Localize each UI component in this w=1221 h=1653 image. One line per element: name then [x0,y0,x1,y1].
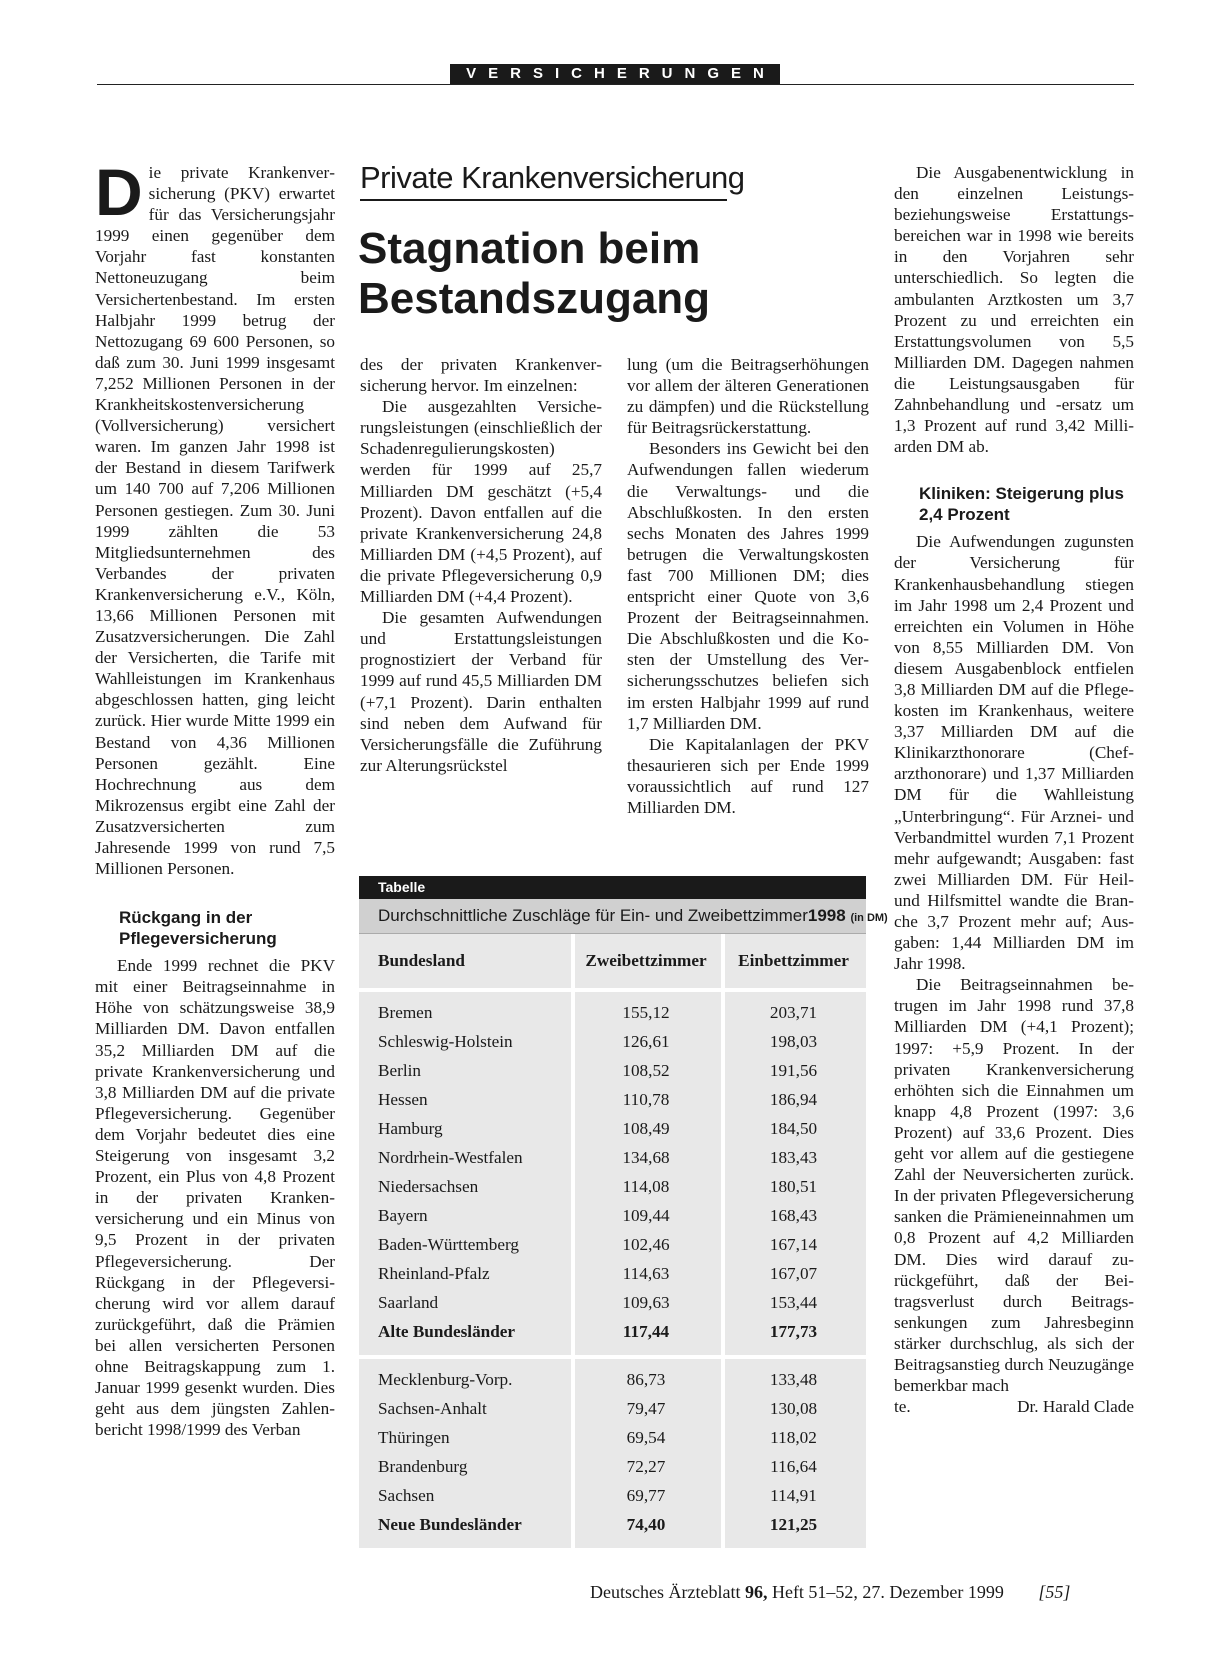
table-cell: 198,03 [769,1031,818,1051]
table-total-row [359,1510,866,1539]
table-cell: 186,94 [769,1089,818,1109]
table-grid [359,934,866,1548]
table-row [359,1085,866,1114]
table-row [359,1114,866,1143]
row-divider [359,988,866,992]
table-row [359,1056,866,1085]
journal-volume: 96, [744,1582,768,1602]
text-column-3 [627,354,869,818]
table-cell: Mecklenburg-Vorp. [378,1369,513,1389]
table-cell: 109,63 [622,1292,670,1312]
table-row [359,1423,866,1452]
paragraph: des der privaten Krankenversicherung hervor. Im einzelnen: [360,355,602,396]
data-table [359,876,888,1548]
table-cell: 155,12 [622,1002,670,1022]
subhead-pflegeversicherung: Rückgang in der Pflegeversicherung [119,908,277,949]
table-row [359,1172,866,1201]
table-cell: 180,51 [769,1176,818,1196]
table-row [359,998,866,1027]
paragraph: Die ausgezahlten Versicherungsleistungen (einschließlich der Schadenregulierungskosten) werden für 1999 auf 25,7 Milliarden DM geschätzt (+5,4 Prozent). Davon entfallen auf die private Krankenversicherung 24,8 Milliarden DM (+4,5 Prozent), auf die private Pflegeversicherung 0,9 Milliarden DM (+4,4 Prozent). [360,397,602,607]
table-cell: Bremen [378,1002,433,1022]
table-cell: 114,63 [622,1263,670,1283]
kicker-rule [360,199,727,201]
text-column-1 [95,155,335,1440]
headline-line-1: Stagnation beim [358,224,701,273]
table-row [359,1365,866,1394]
table-cell: 69,77 [626,1485,666,1505]
table-cell: 183,43 [769,1147,818,1167]
table-cell: Hessen [378,1089,428,1109]
table-cell: 126,61 [622,1031,670,1051]
table-cell: 121,25 [769,1514,818,1534]
table-cell: 153,44 [769,1292,818,1312]
table-cell: 114,08 [622,1176,670,1196]
table-cell: Niedersachsen [378,1176,479,1196]
drop-cap: D [95,155,143,229]
caption-year: 1998 [807,906,846,925]
header-cell: Bundesland [378,951,465,970]
table-cell: 74,40 [626,1514,666,1534]
paragraph: Die Ausgabenentwicklung in den einzelnen Leistungsbeziehungsweise Erstattungsbereichen war in 1998 wie bereits in den Vorjahren sehr unterschiedlich. So legten die ambulanten Arztkosten um 3,7 Prozent zu und erreichten ein Erstattungsvolumen von 5,5 Milliarden DM. Dagegen nahmen die Leistungsausgaben für Zahnbehandlung und -ersatz um 1,3 Prozent auf rund 3,42 Milliarden DM ab. [894,163,1134,457]
table-cell: 184,50 [769,1118,818,1138]
section-label: VERSICHERUNGEN [450,64,780,84]
table-cell: 191,56 [769,1060,818,1080]
table-cell: 109,44 [622,1205,670,1225]
table-row [359,1201,866,1230]
table-cell: Berlin [378,1060,421,1080]
table-cell: Rheinland-Pfalz [378,1263,490,1283]
table-header-row [359,934,866,988]
table-body-old-states [359,992,866,1346]
table-cell: Nordrhein-Westfalen [378,1147,523,1167]
table-cell: Alte Bundesländer [378,1321,516,1341]
table-cell: 177,73 [769,1321,818,1341]
author-name: Dr. Harald Clade [1017,1397,1134,1417]
table-cell: 167,14 [769,1234,818,1254]
table-row [359,1259,866,1288]
table-total-row [359,1317,866,1346]
caption-main: Durchschnittliche Zuschläge für Ein- und Zweibettzimmer [378,906,808,925]
journal-name: Deutsches Ärzteblatt [590,1582,741,1602]
table-cell: Saarland [378,1292,439,1312]
column-divider [571,934,575,1548]
table-row [359,1230,866,1259]
paragraph: Die Kapitalanlagen der PKV thesaurieren sich per Ende 1999 voraussichtlich auf rund 127 Milliarden DM. [627,734,869,817]
table-cell: 117,44 [622,1321,670,1341]
table-row [359,1027,866,1056]
headline-line-2: Bestandszugang [358,274,711,323]
article-headline [358,224,858,324]
paragraph: Die Beitragseinnahmen betrugen im Jahr 1998 rund 37,8 Milliarden DM (+4,1 Prozent); 1997: +5,9 Prozent. In der privaten Krankenversicherung erhöhten sich die Einnahmen um knapp 4,8 Prozent (1997: 3,6 Prozent) auf 33,6 Prozent. Dies geht vor allem auf die gestiegene Zahl der Neuversicherten zurück. In der privaten Pflegeversicherung sanken die Prämieneinnahmen um 0,8 Prozent auf 4,2 Milliarden DM. Dies wird darauf zurückgeführt, daß der Beitragsverlust durch Beitragssenkungen zum Jahresbeginn stärker durchschlug, als sich der Beitragsanstieg durch Neuzugänge bemerkbar mach [894,975,1134,1396]
text-column-2 [360,354,602,776]
table-cell: 102,46 [622,1234,670,1254]
lead-text: ie private Krankenversicherung (PKV) erwartet für das Versicherungsjahr 1999 einen gegenüber dem Vorjahr fast konstanten Nettoneuzugang beim Versichertenbestand. Im ersten Halbjahr 1999 betrug der Nettozugang 69 600 Personen, so daß zum 30. Juni 1999 insgesamt 7,252 Millionen Personen in der Krankheitskostenversicherung (Vollversicherung) versichert waren. Im ganzen Jahr 1998 ist der Bestand in diesem Tarifwerk um 140 700 auf 7,206 Millionen Personen gestiegen. Zum 30. Juni 1999 zählten die 53 Mitgliedsunternehmen des Verbandes der privaten Krankenversicherung e.V., Köln, 13,66 Millionen Personen mit Zusatzversicherungen. Die Zahl der Versicherten, die Tarife mit Wahlleistungen im Krankenhaus abgeschlossen hatten, ging leicht zurück. Hier wurde Mitte 1999 ein Bestand von 4,36 Millionen Personen gezählt. Eine Hochrechnung aus dem Mikrozensus ergibt eine Zahl der Zusatzversicherten zum Jahresende 1999 von rund 7,5 Millionen Personen. [95,163,335,879]
journal-issue: Heft 51–52, 27. Dezember 1999 [771,1582,1004,1602]
table-body-new-states [359,1359,866,1539]
table-cell: 108,49 [622,1118,670,1138]
table-cell: 116,64 [770,1456,817,1476]
table-cell: Neue Bundesländer [378,1514,522,1534]
table-cell: Schleswig-Holstein [378,1031,513,1051]
table-caption [359,899,888,934]
caption-unit: (in DM) [850,912,888,924]
lead-paragraph [95,155,335,879]
subhead-kliniken: Kliniken: Steigerung plus 2,4 Prozent [919,484,1124,525]
table-cell: Hamburg [378,1118,443,1138]
table-cell: Sachsen [378,1485,435,1505]
table-cell: 79,47 [626,1398,666,1418]
table-cell: 118,02 [770,1427,817,1447]
table-cell: 110,78 [622,1089,670,1109]
paragraph: Besonders ins Gewicht bei den Aufwendungen fallen wiederum die Verwaltungs- und die Abschlußkosten. In den ersten sechs Monaten des Jahres 1999 betrugen die Verwaltungskosten fast 700 Millionen DM; dies entspricht einer Quote von 3,6 Prozent der Beitragseinnahmen. Die Abschlußkosten und die Kosten der Umstellung des Versicherungsschutzes beliefen sich im ersten Halbjahr 1999 auf rund 1,7 Milliarden DM. [627,439,869,733]
article-end-line [894,1396,1134,1417]
table-cell: 86,73 [626,1369,666,1389]
table-cell: 168,43 [769,1205,818,1225]
table-label: Tabelle [359,876,866,899]
table-row [359,1452,866,1481]
table-cell: Sachsen-Anhalt [378,1398,487,1418]
article-kicker: Private Krankenversicherung [360,160,745,195]
table-cell: Baden-Württemberg [378,1234,519,1254]
last-word: te. [894,1397,911,1417]
paragraph: lung (um die Beitragserhöhungen vor allem der älteren Generationen zu dämpfen) und die Rückstellung für Beitragsrückerstattung. [627,355,869,438]
table-cell: 108,52 [622,1060,670,1080]
table-cell: 130,08 [769,1398,818,1418]
table-cell: Bayern [378,1205,428,1225]
row-divider [359,1355,866,1359]
table-cell: 133,48 [769,1369,818,1389]
table-cell: 114,91 [770,1485,817,1505]
page-number: [55] [1038,1582,1071,1602]
table-row [359,1143,866,1172]
paragraph: Die gesamten Aufwendungen und Erstattungsleistungen prognostiziert der Verband für 1999 auf rund 45,5 Milliarden DM (+7,1 Prozent). Darin enthalten sind neben dem Aufwand für Versicherungsfälle die Zuführung zur Alterungsrückstel [360,608,602,775]
header-rule [97,84,1134,85]
table-cell: 72,27 [626,1456,666,1476]
column-divider [721,934,725,1548]
table-cell: 167,07 [769,1263,818,1283]
table-cell: Brandenburg [378,1456,468,1476]
table-cell: 134,68 [622,1147,670,1167]
table-cell: 203,71 [769,1002,818,1022]
table-row [359,1481,866,1510]
table-row [359,1288,866,1317]
table-row [359,1394,866,1423]
table-cell: 69,54 [626,1427,666,1447]
paragraph: Die Aufwendungen zugunsten der Versicherung für Krankenhausbehandlung stiegen im Jahr 1998 um 2,4 Prozent und erreichten ein Volumen in Höhe von 8,55 Milliarden DM. Von diesem Ausgabenblock entfielen 3,8 Milliarden DM auf die Pflegekosten im Krankenhaus, weitere 3,37 Milliarden DM auf die Klinikarzthonorare (Chefarzthonorare) und 1,37 Milliarden DM für die Wahlleistung „Unterbringung“. Für Arznei- und Verbandmittel wurden 7,1 Prozent mehr aufgewandt; Ausgaben: fast zwei Milliarden DM. Für Heil- und Hilfsmittel wandte die Branche 3,7 Prozent mehr auf; Ausgaben: 1,44 Milliarden DM im Jahr 1998. [894,532,1134,974]
paragraph: Ende 1999 rechnet die PKV mit einer Beitragseinnahme in Höhe von schätzungsweise 38,9 Milliarden DM. Davon entfallen 35,2 Milliarden DM auf die private Krankenversicherung und 3,8 Milliarden DM auf die private Pflegeversicherung. Gegenüber dem Vorjahr bedeutet dies eine Steigerung von insgesamt 3,2 Prozent, ein Plus von 4,8 Prozent in der privaten Krankenversicherung und ein Minus von 9,5 Prozent in der privaten Pflegeversicherung. Der Rückgang in der Pflegeversicherung wird vor allem darauf zurückgeführt, daß die Prämien bei allen versicherten Personen ohne Beitragskappung zum 1. Januar 1999 gesenkt wurden. Dies geht aus dem jüngsten Zahlenbericht 1998/1999 des Verban [95,956,335,1440]
header-cell: Zweibettzimmer [585,951,707,970]
text-column-4 [894,162,1134,1417]
page-footer [590,1582,1070,1603]
header-cell: Einbettzimmer [738,951,849,970]
table-cell: Thüringen [378,1427,450,1447]
